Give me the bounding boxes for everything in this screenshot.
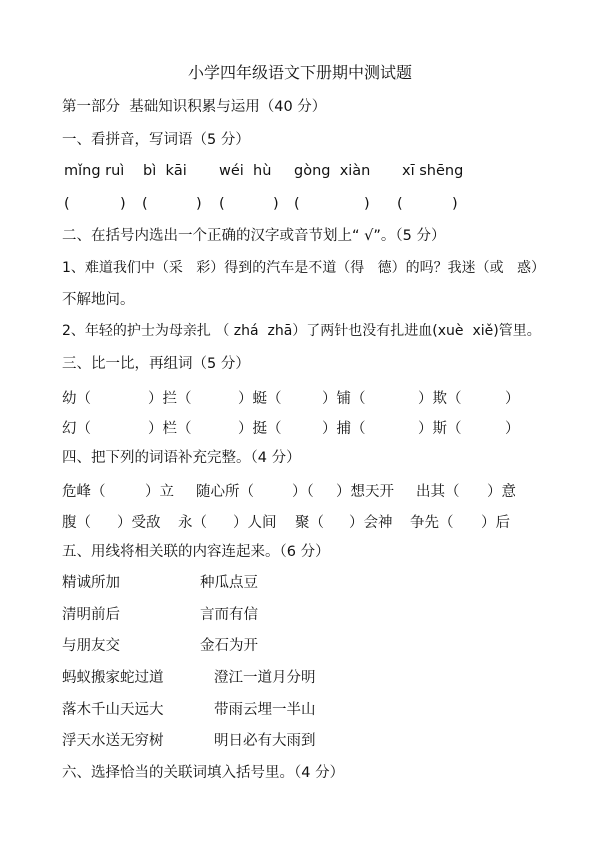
- idiom-cell: ）立: [145, 484, 174, 500]
- idiom-cell: 永（: [178, 515, 207, 531]
- idiom-cell: ）意: [487, 484, 516, 500]
- compare-cell: ）栏（: [148, 421, 192, 437]
- section-3-heading: 三、比一比，再组词（5 分）: [62, 356, 250, 372]
- compare-cell: ）: [505, 391, 520, 407]
- match-left-item: 清明前后: [62, 607, 120, 623]
- blank-open: (: [397, 196, 403, 212]
- match-left-item: 与朋友交: [62, 638, 120, 654]
- blank-close: ): [196, 196, 202, 212]
- section-2-heading: 二、在括号内选出一个正确的汉字或音节划上“ √”。（5 分）: [62, 228, 446, 244]
- pinyin-item: bì kāi: [143, 163, 187, 179]
- idiom-cell: ）后: [481, 515, 510, 531]
- match-left-item: 落木千山天远大: [62, 702, 164, 718]
- blank-open: (: [64, 196, 70, 212]
- match-right-item: 金石为开: [200, 638, 258, 654]
- section-6-heading: 六、选择恰当的关联词填入括号里。（4 分）: [62, 765, 345, 781]
- section-4-heading: 四、把下列的词语补充完整。（4 分）: [62, 450, 301, 466]
- compare-cell: ）斯（: [418, 421, 462, 437]
- idiom-cell: ）人间: [233, 515, 277, 531]
- blank-open: (: [294, 196, 300, 212]
- idiom-cell: 出其（: [416, 484, 460, 500]
- blank-close: ): [452, 196, 458, 212]
- match-right-item: 明日必有大雨到: [214, 733, 316, 749]
- match-right-item: 种瓜点豆: [200, 575, 258, 591]
- idiom-cell: 聚（: [295, 515, 324, 531]
- match-left-item: 精诚所加: [62, 575, 120, 591]
- match-right-item: 言而有信: [200, 607, 258, 623]
- compare-cell: ）拦（: [148, 391, 192, 407]
- compare-cell: ）欺（: [418, 391, 462, 407]
- match-right-item: 带雨云埋一半山: [214, 702, 316, 718]
- match-right-item: 澄江一道月分明: [214, 670, 316, 686]
- match-left-item: 浮天水送无穷树: [62, 733, 164, 749]
- compare-cell: ）: [505, 421, 520, 437]
- idiom-cell: ）受敌: [117, 515, 161, 531]
- pinyin-item: mǐng ruì: [64, 163, 125, 179]
- pinyin-item: xī shēng: [402, 163, 464, 179]
- idiom-cell: 危峰（: [62, 484, 106, 500]
- blank-open: (: [219, 196, 225, 212]
- compare-cell: ）挺（: [238, 421, 282, 437]
- compare-cell: ）铺（: [322, 391, 366, 407]
- question-2-1-line2: 不解地问。: [62, 292, 135, 308]
- blank-close: ): [364, 196, 370, 212]
- page-title: 小学四年级语文下册期中测试题: [187, 63, 412, 82]
- idiom-cell: ）（: [292, 484, 314, 500]
- compare-cell: ）蜓（: [238, 391, 282, 407]
- compare-cell: ）捕（: [322, 421, 366, 437]
- blank-close: ): [120, 196, 126, 212]
- pinyin-item: wéi hù: [219, 163, 272, 179]
- blank-close: ): [273, 196, 279, 212]
- idiom-cell: 随心所（: [196, 484, 254, 500]
- part1-heading: 第一部分 基础知识积累与运用（40 分）: [62, 99, 327, 115]
- idiom-cell: ）想天开: [336, 484, 394, 500]
- compare-cell: 幼（: [62, 391, 91, 407]
- compare-cell: 幻（: [62, 421, 91, 437]
- question-2-1-line1: 1、难道我们中（采 彩）得到的汽车是不道（得 德）的吗？我迷（或 惑）: [62, 260, 545, 276]
- question-2-2: 2、年轻的护士为母亲扎 （ zhá zhā）了两针也没有扎进血(xuè xiě)管里。: [62, 323, 541, 339]
- idiom-cell: 争先（: [410, 515, 454, 531]
- pinyin-item: gòng xiàn: [294, 163, 371, 179]
- match-left-item: 蚂蚁搬家蛇过道: [62, 670, 164, 686]
- section-5-heading: 五、用线将相关联的内容连起来。（6 分）: [62, 544, 330, 560]
- idiom-cell: ）会神: [349, 515, 393, 531]
- blank-open: (: [142, 196, 148, 212]
- idiom-cell: 腹（: [62, 515, 91, 531]
- section-1-heading: 一、看拼音，写词语（5 分）: [62, 132, 250, 148]
